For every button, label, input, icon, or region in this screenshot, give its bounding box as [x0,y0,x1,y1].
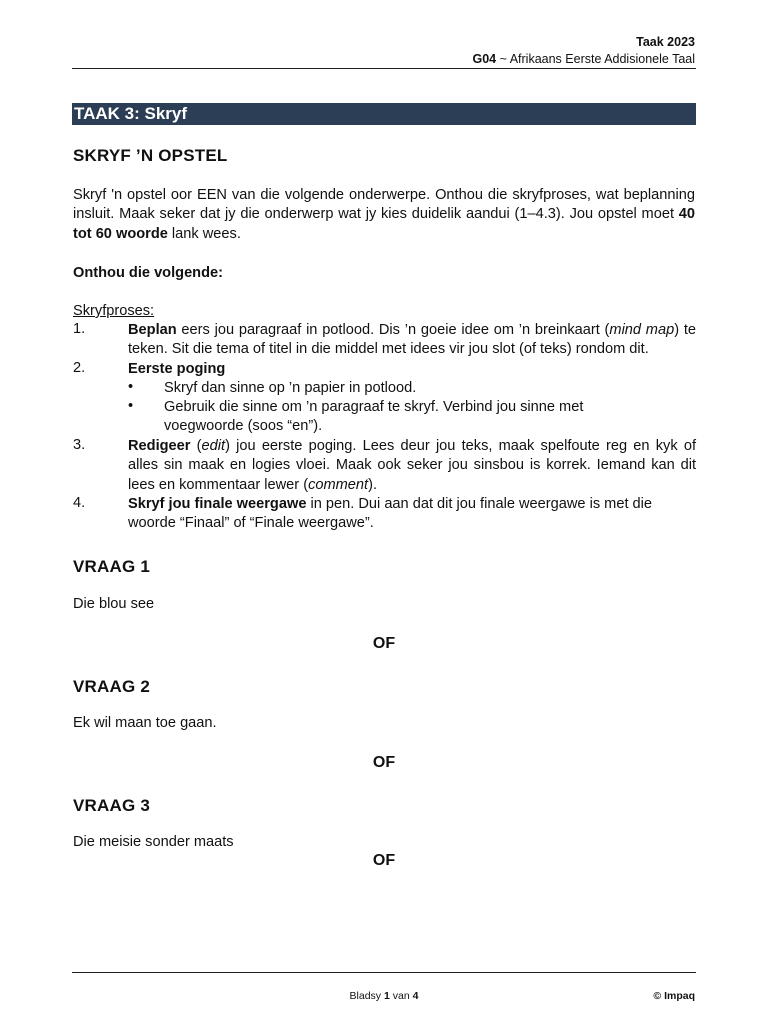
step-number: 1. [73,321,86,337]
page-number: Bladsy 1 van 4 [349,990,419,1002]
step-number: 3. [73,437,86,453]
footer-rule [72,972,696,973]
question-3-title: VRAAG 3 [73,796,150,815]
question-2-topic: Ek wil maan toe gaan. [73,715,217,731]
header-rule [72,68,696,69]
question-1-title: VRAAG 1 [73,557,150,576]
step-number: 4. [73,495,86,511]
bullet-text: Skryf dan sinne op ’n papier in potlood. [164,380,417,396]
step-number: 2. [73,360,86,376]
bullet-text: Gebruik die sinne om ’n paragraaf te skryf. Verbind jou sinne met voegwoorde (soos “en”). [164,399,584,435]
step-2-title: Eerste poging [128,361,226,377]
task-title: TAAK 3: Skryf [74,104,188,123]
step-3-text: Redigeer (edit) jou eerste poging. Lees deur jou teks, maak spelfoute reg en kyk of alles sin maak en logies vloei. Maak ook seker jou sinsbou is korrek. Iemand kan dit lees en kommentaar lewer (comment). [128,438,697,493]
bullet-icon: • [128,398,134,414]
step-1-text: Beplan eers jou paragraaf in potlood. Dis ’n goeie idee om ’n breinkaart (mind map) te teken. Sit die tema of titel in die middel met idees vir jou slot (of teks) rondom dit. [128,322,697,358]
header-year: Taak 2023 [636,35,695,49]
remember-heading: Onthou die volgende: [73,265,223,281]
question-1-topic: Die blou see [73,596,155,612]
or-label: OF [372,754,396,771]
or-label: OF [372,635,396,652]
header-subject: G04 ~ Afrikaans Eerste Addisionele Taal [472,52,695,66]
intro-paragraph: Skryf 'n opstel oor EEN van die volgende onderwerpe. Onthou die skryfproses, wat beplanning insluit. Maak seker dat jy die onderwerp wat jy kies duidelik aandui (1–4.3). Jou opstel moet 40 tot 60 woorde lank wees. [73,187,695,242]
section-title: SKRYF ’N OPSTEL [73,146,228,165]
task-banner [72,103,696,125]
question-3-topic: Die meisie sonder maats [73,834,234,850]
bullet-icon: • [128,379,134,395]
question-2-title: VRAAG 2 [73,677,150,696]
copyright: © Impaq [653,990,695,1002]
step-4-text: Skryf jou finale weergawe in pen. Dui aan dat dit jou finale weergawe is met die woorde “Finaal” of “Finale weergawe”. [128,496,653,532]
or-label: OF [372,852,396,869]
process-label: Skryfproses: [73,303,155,319]
